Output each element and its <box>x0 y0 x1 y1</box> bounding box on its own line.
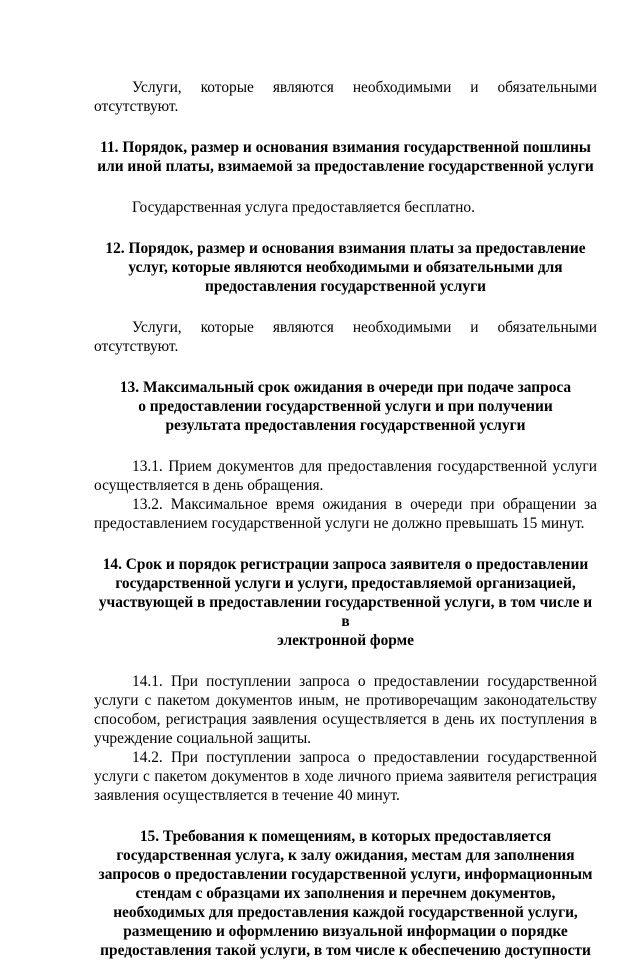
heading-line: запросов о предоставлении государственной услуги, информационным <box>98 866 593 883</box>
text-line: отсутствуют. <box>94 338 179 355</box>
section-13-paragraph-1 <box>94 457 597 495</box>
section-14-paragraph-1 <box>94 672 597 748</box>
text-line: отсутствуют. <box>94 98 179 115</box>
text-line: услуги с пакетом документов в ходе личного приема заявителя регистрация <box>94 768 597 785</box>
heading-line: 13. Максимальный срок ожидания в очереди при подаче запроса <box>119 379 572 396</box>
section-12-text <box>94 318 597 356</box>
text-line: 13.1. Прием документов для предоставления государственной услуги <box>132 458 597 475</box>
text-line: учреждение социальной защиты. <box>94 730 312 747</box>
heading-line: результата предоставления государственной услуги <box>165 417 526 434</box>
heading-line: электронной форме <box>277 632 414 649</box>
heading-line: государственная услуга, к залу ожидания, местам для заполнения <box>116 847 575 864</box>
text-line: 14.2. При поступлении запроса о предоставлении государственной <box>132 749 597 766</box>
heading-line: предоставления государственной услуги <box>205 278 486 295</box>
text-line: 14.1. При поступлении запроса о предоставлении государственной <box>132 673 597 690</box>
text-line: предоставлением государственной услуги не должно превышать 15 минут. <box>94 515 585 532</box>
heading-line: предоставления такой услуги, в том числе к обеспечению доступности <box>100 942 591 959</box>
intro-paragraph <box>94 78 597 116</box>
text-line: 13.2. Максимальное время ожидания в очереди при обращении за <box>132 496 597 513</box>
text-line: Услуги, которые являются необходимыми и обязательными <box>132 319 597 336</box>
text-line: заявления осуществляется в течение 40 минут. <box>94 787 400 804</box>
heading-line: 12. Порядок, размер и основания взимания платы за предоставление <box>105 240 586 257</box>
section-15-heading <box>94 827 597 960</box>
section-13-heading <box>94 378 597 435</box>
section-12-heading <box>94 239 597 296</box>
text-line: Услуги, которые являются необходимыми и обязательными <box>132 79 597 96</box>
heading-line: 15. Требования к помещениям, в которых предоставляется <box>139 828 552 845</box>
heading-line: или иной платы, взимаемой за предоставление государственной услуги <box>97 158 594 175</box>
heading-line: 14. Срок и порядок регистрации запроса заявителя о предоставлении <box>102 556 589 573</box>
text-line: услуги с пакетом документов иным, не противоречащим законодательству <box>94 692 597 709</box>
section-11-heading <box>94 138 597 176</box>
heading-line: размещению и оформлению визуальной информации о порядке <box>123 923 568 940</box>
heading-line: о предоставлении государственной услуги и при получении <box>138 398 553 415</box>
text-line: осуществляется в день обращения. <box>94 477 324 494</box>
heading-line: услуг, которые являются необходимыми и обязательными для <box>128 259 563 276</box>
heading-line: стендам с образцами их заполнения и перечнем документов, <box>135 885 556 902</box>
section-11-text: Государственная услуга предоставляется бесплатно. <box>132 199 475 216</box>
text-line: способом, регистрация заявления осуществляется в день их поступления в <box>94 711 597 728</box>
heading-line: участвующей в предоставлении государственной услуги, в том числе и в <box>98 594 593 630</box>
section-14-heading <box>94 555 597 650</box>
heading-line: государственной услуги и услуги, предоставляемой организацией, <box>115 575 576 592</box>
section-14-paragraph-2 <box>94 748 597 805</box>
heading-line: 11. Порядок, размер и основания взимания государственной пошлины <box>100 139 591 156</box>
section-13-paragraph-2 <box>94 495 597 533</box>
heading-line: необходимых для предоставления каждой государственной услуги, <box>113 904 578 921</box>
